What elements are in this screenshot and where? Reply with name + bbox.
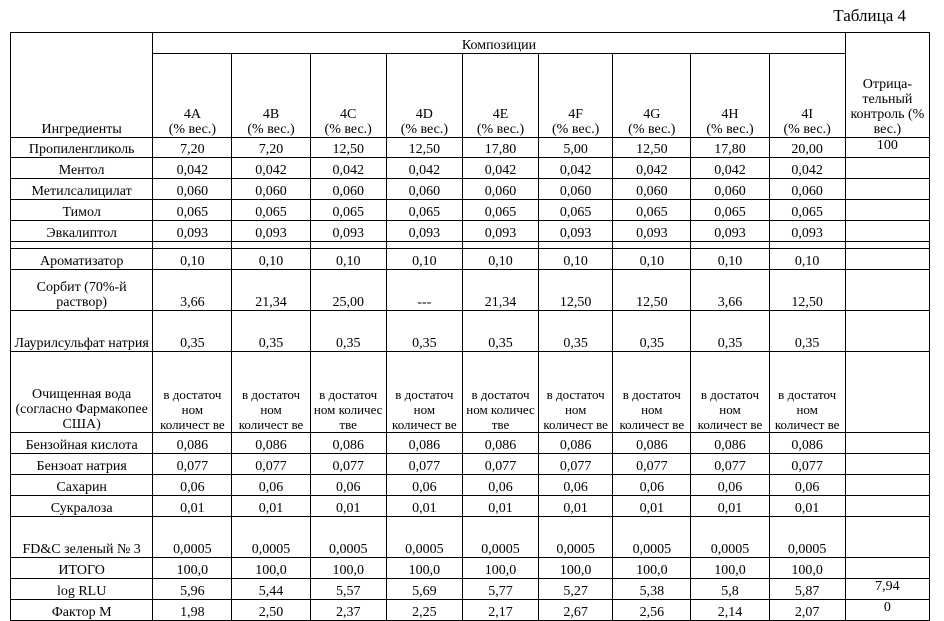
- value-cell: 0,01: [232, 496, 310, 517]
- value-cell: 0,06: [613, 475, 691, 496]
- value-cell: 0,0005: [539, 517, 613, 558]
- column-unit: (% вес.): [168, 122, 217, 137]
- value-cell: 12,50: [613, 270, 691, 311]
- spacer-cell: [153, 242, 232, 249]
- value-cell: 0,077: [613, 454, 691, 475]
- value-cell: 5,8: [691, 579, 769, 600]
- column-header-4f: [539, 54, 613, 138]
- value-cell: 0,10: [691, 249, 769, 270]
- value-cell: 1,98: [153, 600, 232, 621]
- column-header-4d: [386, 54, 462, 138]
- control-cell: [845, 433, 929, 454]
- spacer-cell: [11, 242, 153, 249]
- value-cell: 0,086: [613, 433, 691, 454]
- value-cell: 17,80: [462, 138, 538, 158]
- value-cell: 0,06: [386, 475, 462, 496]
- column-name: 4E: [492, 107, 509, 122]
- value-cell: 0,0005: [769, 517, 845, 558]
- control-cell: [845, 249, 929, 270]
- ingredient-cell: ИТОГО: [11, 558, 153, 579]
- value-cell: 12,50: [386, 138, 462, 158]
- table-row: [11, 600, 930, 621]
- value-cell: 0,077: [232, 454, 310, 475]
- value-cell: 0,35: [153, 311, 232, 352]
- value-cell: 12,50: [310, 138, 386, 158]
- column-name: 4A: [183, 107, 201, 122]
- control-cell: [845, 311, 929, 352]
- table-row: [11, 517, 930, 558]
- value-cell: 2,17: [462, 600, 538, 621]
- column-header-4i: [769, 54, 845, 138]
- value-cell: 0,093: [691, 221, 769, 242]
- value-cell: 0,042: [691, 158, 769, 179]
- value-cell: 12,50: [769, 270, 845, 311]
- value-cell: 100,0: [232, 558, 310, 579]
- ingredient-cell: Фактор M: [11, 600, 153, 621]
- value-cell: 0,093: [386, 221, 462, 242]
- value-cell: 0,065: [613, 200, 691, 221]
- value-cell: в достаточ ном количест ве: [153, 352, 232, 433]
- value-cell: 0,093: [462, 221, 538, 242]
- column-name: 4I: [801, 107, 813, 122]
- value-cell: 0,060: [153, 179, 232, 200]
- value-cell: 0,10: [539, 249, 613, 270]
- value-cell: 100,0: [153, 558, 232, 579]
- value-cell: 5,00: [539, 138, 613, 158]
- value-cell: 2,25: [386, 600, 462, 621]
- value-cell: 0,093: [613, 221, 691, 242]
- value-cell: 17,80: [691, 138, 769, 158]
- value-cell: 0,01: [462, 496, 538, 517]
- value-cell: 5,38: [613, 579, 691, 600]
- value-cell: 5,87: [769, 579, 845, 600]
- value-cell: 2,37: [310, 600, 386, 621]
- ingredient-cell: Сорбит (70%-й раствор): [11, 270, 153, 311]
- column-unit: (% вес.): [247, 122, 295, 137]
- value-cell: 0,077: [386, 454, 462, 475]
- value-cell: 0,01: [691, 496, 769, 517]
- spacer-cell: [769, 242, 845, 249]
- value-cell: 0,086: [232, 433, 310, 454]
- value-cell: 0,065: [769, 200, 845, 221]
- column-name: 4F: [568, 107, 584, 122]
- value-cell: 0,086: [153, 433, 232, 454]
- value-cell: 0,060: [386, 179, 462, 200]
- table-row: [11, 221, 930, 242]
- value-cell: 0,042: [386, 158, 462, 179]
- value-cell: 0,093: [232, 221, 310, 242]
- value-cell: 0,35: [310, 311, 386, 352]
- table-row: [11, 579, 930, 600]
- value-cell: 5,77: [462, 579, 538, 600]
- table-row: [11, 179, 930, 200]
- column-header-4b: [232, 54, 310, 138]
- spacer-cell: [232, 242, 310, 249]
- value-cell: 0,10: [232, 249, 310, 270]
- value-cell: 0,35: [613, 311, 691, 352]
- value-cell: 0,35: [386, 311, 462, 352]
- value-cell: 0,086: [462, 433, 538, 454]
- value-cell: 0,086: [539, 433, 613, 454]
- value-cell: ---: [386, 270, 462, 311]
- value-cell: 5,44: [232, 579, 310, 600]
- value-cell: 100,0: [613, 558, 691, 579]
- value-cell: 0,065: [386, 200, 462, 221]
- column-name: 4B: [262, 107, 280, 122]
- table-body: [11, 138, 930, 621]
- spacer-cell: [539, 242, 613, 249]
- value-cell: 100,0: [310, 558, 386, 579]
- value-cell: 0,042: [539, 158, 613, 179]
- column-header-4e: [462, 54, 538, 138]
- value-cell: 21,34: [232, 270, 310, 311]
- value-cell: в достаточ ном количест ве: [769, 352, 845, 433]
- value-cell: в достаточ ном количес тве: [310, 352, 386, 433]
- control-cell: [845, 352, 929, 433]
- value-cell: 0,060: [769, 179, 845, 200]
- column-header-4h: [691, 54, 769, 138]
- value-cell: 0,086: [310, 433, 386, 454]
- table-row: [11, 270, 930, 311]
- value-cell: 0,065: [691, 200, 769, 221]
- ingredient-cell: Пропиленгликоль: [11, 138, 153, 158]
- value-cell: 100,0: [691, 558, 769, 579]
- ingredient-cell: FD&C зеленый № 3: [11, 517, 153, 558]
- value-cell: 0,06: [310, 475, 386, 496]
- value-cell: 5,96: [153, 579, 232, 600]
- value-cell: 0,077: [153, 454, 232, 475]
- column-header-4g: [613, 54, 691, 138]
- control-cell: [845, 158, 929, 179]
- value-cell: 0,060: [232, 179, 310, 200]
- table-header: [11, 33, 930, 138]
- negative-control-header: Отрица-тельный контроль (% вес.): [845, 33, 929, 138]
- spacer-cell: [613, 242, 691, 249]
- ingredient-cell: Сахарин: [11, 475, 153, 496]
- column-unit: (% вес.): [400, 122, 448, 137]
- value-cell: 12,50: [539, 270, 613, 311]
- value-cell: 0,042: [769, 158, 845, 179]
- ingredient-cell: log RLU: [11, 579, 153, 600]
- value-cell: 0,0005: [153, 517, 232, 558]
- column-unit: (% вес.): [552, 122, 600, 137]
- ingredient-cell: Бензойная кислота: [11, 433, 153, 454]
- value-cell: 0,060: [310, 179, 386, 200]
- ingredient-cell: Метилсалицилат: [11, 179, 153, 200]
- value-cell: 0,0005: [691, 517, 769, 558]
- value-cell: 100,0: [769, 558, 845, 579]
- column-unit: (% вес.): [628, 122, 676, 137]
- value-cell: в достаточ ном количест ве: [613, 352, 691, 433]
- column-name: 4D: [415, 107, 433, 122]
- value-cell: 0,042: [613, 158, 691, 179]
- table-row: [11, 558, 930, 579]
- value-cell: 7,20: [232, 138, 310, 158]
- value-cell: 0,060: [691, 179, 769, 200]
- value-cell: 0,01: [769, 496, 845, 517]
- ingredient-cell: Сукралоза: [11, 496, 153, 517]
- composition-table: [10, 32, 930, 621]
- value-cell: 0,065: [462, 200, 538, 221]
- value-cell: 0,10: [386, 249, 462, 270]
- value-cell: 5,57: [310, 579, 386, 600]
- value-cell: 0,0005: [310, 517, 386, 558]
- ingredient-cell: Ароматизатор: [11, 249, 153, 270]
- ingredient-cell: Бензоат натрия: [11, 454, 153, 475]
- control-cell: [845, 221, 929, 242]
- value-cell: 2,50: [232, 600, 310, 621]
- value-cell: 0,077: [691, 454, 769, 475]
- value-cell: 3,66: [691, 270, 769, 311]
- value-cell: 0,065: [153, 200, 232, 221]
- value-cell: 7,20: [153, 138, 232, 158]
- value-cell: 0,35: [769, 311, 845, 352]
- ingredient-cell: Эвкалиптол: [11, 221, 153, 242]
- value-cell: 0,06: [153, 475, 232, 496]
- value-cell: 0,35: [691, 311, 769, 352]
- table-row: [11, 311, 930, 352]
- value-cell: 0,35: [232, 311, 310, 352]
- value-cell: в достаточ ном количест ве: [691, 352, 769, 433]
- value-cell: 0,01: [153, 496, 232, 517]
- column-header-4a: [153, 54, 232, 138]
- control-cell: [845, 179, 929, 200]
- value-cell: 0,0005: [462, 517, 538, 558]
- spacer-cell: [845, 242, 929, 249]
- value-cell: 5,69: [386, 579, 462, 600]
- value-cell: 0,01: [613, 496, 691, 517]
- value-cell: в достаточ ном количест ве: [232, 352, 310, 433]
- value-cell: 0,093: [539, 221, 613, 242]
- value-cell: 0,06: [539, 475, 613, 496]
- value-cell: 100,0: [462, 558, 538, 579]
- table-row: [11, 433, 930, 454]
- ingredient-cell: Тимол: [11, 200, 153, 221]
- value-cell: 0,10: [462, 249, 538, 270]
- column-header-4c: [310, 54, 386, 138]
- value-cell: 2,56: [613, 600, 691, 621]
- value-cell: 0,06: [691, 475, 769, 496]
- value-cell: 0,042: [462, 158, 538, 179]
- value-cell: 0,065: [310, 200, 386, 221]
- value-cell: 0,0005: [232, 517, 310, 558]
- control-cell: [845, 454, 929, 475]
- value-cell: 0,35: [462, 311, 538, 352]
- value-cell: в достаточ ном количест ве: [386, 352, 462, 433]
- value-cell: 0,01: [386, 496, 462, 517]
- column-unit: (% вес.): [324, 122, 372, 137]
- value-cell: 0,086: [769, 433, 845, 454]
- ingredients-header: Ингредиенты: [11, 33, 153, 138]
- value-cell: 0,060: [539, 179, 613, 200]
- value-cell: 0,10: [153, 249, 232, 270]
- value-cell: 0,042: [153, 158, 232, 179]
- value-cell: 0,042: [232, 158, 310, 179]
- table-row: [11, 454, 930, 475]
- value-cell: 0,065: [232, 200, 310, 221]
- control-cell: [845, 517, 929, 558]
- value-cell: 0,077: [539, 454, 613, 475]
- value-cell: 0,10: [769, 249, 845, 270]
- value-cell: 2,67: [539, 600, 613, 621]
- value-cell: 0,06: [232, 475, 310, 496]
- column-name: 4C: [340, 107, 357, 122]
- table-row: [11, 475, 930, 496]
- control-cell: [845, 475, 929, 496]
- value-cell: 2,14: [691, 600, 769, 621]
- value-cell: 0,060: [613, 179, 691, 200]
- value-cell: 0,35: [539, 311, 613, 352]
- table-spacer-row: [11, 242, 930, 249]
- value-cell: 0,060: [462, 179, 538, 200]
- value-cell: 21,34: [462, 270, 538, 311]
- spacer-cell: [691, 242, 769, 249]
- ingredient-cell: Лаурилсульфат натрия: [11, 311, 153, 352]
- value-cell: 5,27: [539, 579, 613, 600]
- value-cell: 0,065: [539, 200, 613, 221]
- ingredient-cell: Очищенная вода (согласно Фармакопее США): [11, 352, 153, 433]
- table-row: [11, 158, 930, 179]
- value-cell: 0,077: [769, 454, 845, 475]
- value-cell: в достаточ ном количес тве: [462, 352, 538, 433]
- value-cell: 0,077: [462, 454, 538, 475]
- value-cell: 0,093: [769, 221, 845, 242]
- value-cell: 0,0005: [613, 517, 691, 558]
- spacer-cell: [386, 242, 462, 249]
- value-cell: 0,06: [769, 475, 845, 496]
- value-cell: 3,66: [153, 270, 232, 311]
- value-cell: 20,00: [769, 138, 845, 158]
- column-unit: (% вес.): [783, 122, 831, 137]
- control-cell: [845, 270, 929, 311]
- value-cell: 0,086: [691, 433, 769, 454]
- value-cell: 0,01: [310, 496, 386, 517]
- value-cell: 0,093: [310, 221, 386, 242]
- control-cell: [845, 200, 929, 221]
- value-cell: 0,0005: [386, 517, 462, 558]
- value-cell: 0,077: [310, 454, 386, 475]
- value-cell: 0,06: [462, 475, 538, 496]
- ingredient-cell: Ментол: [11, 158, 153, 179]
- compositions-header: Композиции: [153, 33, 845, 54]
- table-row: [11, 138, 930, 158]
- table-row: [11, 352, 930, 433]
- value-cell: 0,093: [153, 221, 232, 242]
- value-cell: 0,10: [310, 249, 386, 270]
- column-name: 4G: [643, 107, 661, 122]
- control-cell: [845, 496, 929, 517]
- value-cell: 100,0: [539, 558, 613, 579]
- value-cell: 0,10: [613, 249, 691, 270]
- value-cell: 25,00: [310, 270, 386, 311]
- value-cell: 0,086: [386, 433, 462, 454]
- control-cell: 100: [845, 138, 929, 158]
- column-unit: (% вес.): [476, 122, 525, 137]
- column-name: 4H: [721, 107, 739, 122]
- table-row: [11, 249, 930, 270]
- control-cell: [845, 558, 929, 579]
- control-cell: 0: [845, 600, 929, 621]
- spacer-cell: [310, 242, 386, 249]
- spacer-cell: [462, 242, 538, 249]
- value-cell: 2,07: [769, 600, 845, 621]
- column-unit: (% вес.): [706, 122, 754, 137]
- value-cell: 0,042: [310, 158, 386, 179]
- value-cell: 100,0: [386, 558, 462, 579]
- value-cell: 12,50: [613, 138, 691, 158]
- table-row: [11, 200, 930, 221]
- value-cell: в достаточ ном количест ве: [539, 352, 613, 433]
- control-cell: 7,94: [845, 579, 929, 600]
- table-caption: Таблица 4: [833, 6, 906, 25]
- value-cell: 0,01: [539, 496, 613, 517]
- table-row: [11, 496, 930, 517]
